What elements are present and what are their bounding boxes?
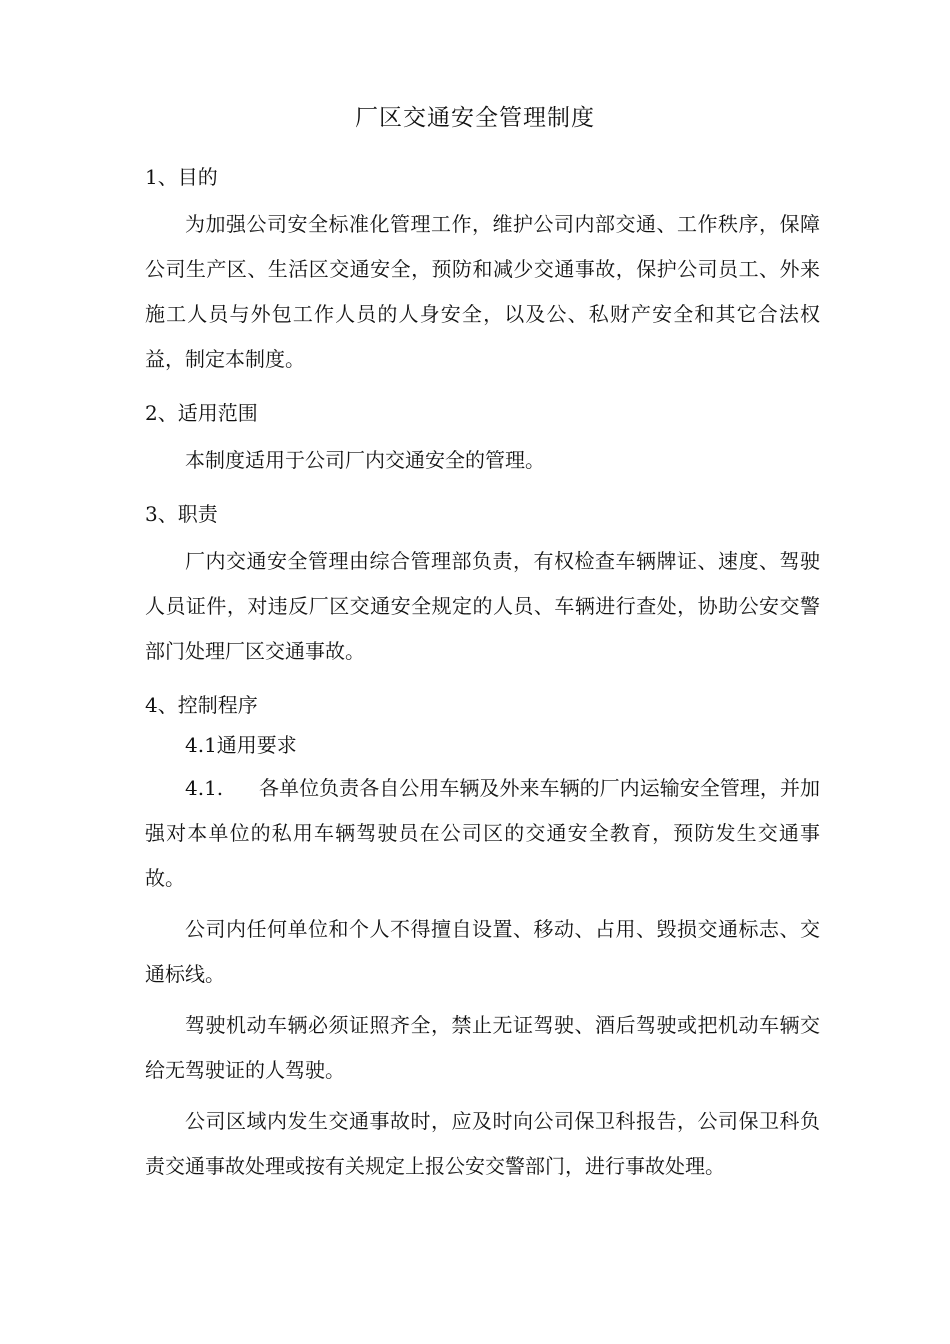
section-paragraph: 为加强公司安全标准化管理工作，维护公司内部交通、工作秩序，保障公司生产区、生活区交通安全，预防和减少交通事故，保护公司员工、外来施工人员与外包工作人员的人身安全，以及公、私财产安全和其它合法权益，制定本制度。 xyxy=(145,212,820,371)
subsection-heading: 4.1通用要求 xyxy=(185,733,297,757)
section-heading-purpose: 1、目的 xyxy=(145,165,218,189)
clause-text: 各单位负责各自公用车辆及外来车辆的厂内运输安全管理，并加强对本单位的私用车辆驾驶员在公司区的交通安全教育，预防发生交通事故。 xyxy=(145,776,820,890)
section-paragraph: 本制度适用于公司厂内交通安全的管理。 xyxy=(185,448,545,472)
section-paragraph: 公司区域内发生交通事故时，应及时向公司保卫科报告，公司保卫科负责交通事故处理或按有关规定上报公安交警部门，进行事故处理。 xyxy=(145,1109,820,1178)
section-heading-scope: 2、适用范围 xyxy=(145,401,258,425)
document-body xyxy=(145,158,820,1189)
numbered-clause xyxy=(145,766,820,901)
section-paragraph: 公司内任何单位和个人不得擅自设置、移动、占用、毁损交通标志、交通标线。 xyxy=(145,917,820,986)
clause-number: 4.1. xyxy=(185,776,224,800)
section-paragraph: 驾驶机动车辆必须证照齐全，禁止无证驾驶、酒后驾驶或把机动车辆交给无驾驶证的人驾驶。 xyxy=(145,1013,820,1082)
section-paragraph: 厂内交通安全管理由综合管理部负责，有权检查车辆牌证、速度、驾驶人员证件，对违反厂区交通安全规定的人员、车辆进行查处，协助公安交警部门处理厂区交通事故。 xyxy=(145,549,820,663)
section-heading-control-procedure: 4、控制程序 xyxy=(145,693,258,717)
document-title: 厂区交通安全管理制度 xyxy=(355,105,595,131)
section-heading-responsibility: 3、职责 xyxy=(145,502,218,526)
